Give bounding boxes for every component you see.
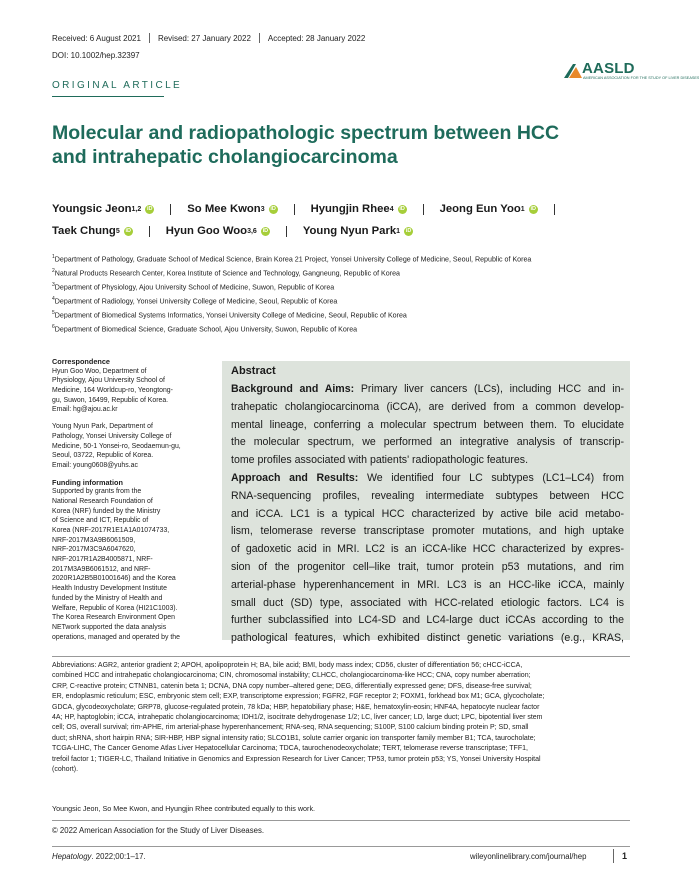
author-affil: 3,6 (247, 227, 257, 235)
affiliation (52, 292, 642, 306)
abstract-line: arterial-phase hyperenhancement in MRI. LC3 is an HCC-like iCCA, mainly (231, 578, 624, 591)
logo-wordmark: AASLD (582, 60, 635, 77)
orcid-icon[interactable]: iD (262, 227, 269, 234)
abbreviation-line: Abbreviations: AGR2, anterior gradient 2; APOH, apolipoprotein H; BA, bile acid; BMI, body mass index; CD56, cluster of differentiation 56; cHCC-iCCA, (52, 662, 523, 669)
abbreviations-rule (52, 656, 630, 657)
affiliation-text: Department of Biomedical Science, Graduate School, Ajou University, Suwon, Republic of Korea (54, 325, 358, 334)
funding-line: Supported by grants from the (52, 488, 142, 496)
abstract-heading: Abstract (231, 365, 276, 377)
affiliation (52, 306, 642, 320)
abstract-line: the molecular spectrum, we performed an integrative analysis of transcrip- (231, 436, 624, 449)
correspondence-line: Medicine, 164 Worldcup-ro, Yeongtong- (52, 387, 173, 395)
logo-tagline: AMERICAN ASSOCIATION FOR THE STUDY OF LIVER DISEASES (583, 76, 699, 80)
journal-issue: . 2022;00:1–17. (91, 852, 146, 861)
funding-line: NRF-2017M3C9A6047620, (52, 546, 136, 554)
funding-line: NETwork supported the data analysis (52, 623, 167, 631)
abstract-line: RNA-sequencing profiles, revealing intermediate subtypes between HCC (231, 489, 624, 502)
author-name[interactable]: Jeong Eun Yoo (439, 203, 521, 215)
abbreviation-line: GDCA, glycodeoxycholate; GRP78, glucose-regulated protein, 78 kDa; HBP, hepatobiliary phase; H&E, hematoxylin-eosin; HNF4A, hepatocyte nuclear factor (52, 703, 540, 711)
affiliation (52, 278, 642, 292)
affiliation-number: 6 (52, 324, 55, 330)
abstract-line: small duct (SD) type, associated with HCC-related etiologic factors. LC4 is (231, 596, 624, 609)
abbreviation-line: combined HCC and intrahepatic cholangiocarcinoma; CIN, chromosomal instability; CLHCC, cholangiocarcinoma-like HCC; CNA, copy number aberration; (52, 672, 531, 680)
funding-line: 2020R1A2B5B01001646) and the Korea (52, 575, 176, 583)
received-date: Received: 6 August 2021 (52, 33, 141, 43)
author-name[interactable]: Taek Chung (52, 225, 116, 237)
background-label: Background and Aims: (231, 383, 355, 395)
correspondence-line: Physiology, Ajou University School of (52, 377, 165, 385)
funding-line: of Science and ICT, Republic of (52, 517, 149, 525)
funding-line: The Korea Research Environment Open (52, 614, 175, 622)
affiliation-text: Department of Biomedical Systems Informatics, Yonsei University College of Medicine, Seoul, Republic of Korea (54, 311, 407, 320)
abstract-line: mental lineage, conferring a molecular spectrum between them. To elucidate (231, 418, 624, 431)
accepted-date: Accepted: 28 January 2022 (267, 33, 366, 43)
revised-date: Revised: 27 January 2022 (157, 33, 251, 43)
author-divider (149, 226, 150, 237)
affiliation-text: Department of Radiology, Yonsei University College of Medicine, Seoul, Republic of Korea (54, 297, 338, 306)
copyright: © 2022 American Association for the Study of Liver Diseases. (52, 826, 265, 835)
author-line (52, 198, 652, 220)
abstract-text: We identified four LC subtypes (LC1–LC4) from (358, 471, 624, 484)
author-divider (286, 226, 287, 237)
author-affil: 3 (260, 205, 265, 213)
abbreviation-line: 4A; HP, haptoglobin; iCCA, intrahepatic cholangiocarcinoma; IDH1/2, isocitrate dehydrogenase 1/2; LC, liver cancer; LD, large duct; LPC, bipotential liver stem (52, 713, 543, 721)
orcid-icon[interactable]: iD (270, 205, 276, 212)
funding-line: Welfare, Republic of Korea (HI21C1003). (52, 604, 178, 612)
correspondence-heading: Correspondence (52, 357, 110, 366)
journal-name: Hepatology (52, 852, 92, 861)
author-divider (554, 204, 555, 215)
aasld-logo-icon (562, 62, 584, 80)
author-line (52, 220, 652, 242)
abstract-line (231, 381, 624, 399)
article-type-rule (52, 96, 164, 97)
author-divider (294, 204, 295, 215)
correspondence-line: Hyun Goo Woo, Department of (52, 367, 147, 375)
author-name[interactable]: Young Nyun Park (302, 225, 397, 237)
approach-label: Approach and Results: (231, 471, 359, 484)
journal-website[interactable]: wileyonlinelibrary.com/journal/hep (470, 852, 587, 861)
funding-line: 2017M3A9B6061512, and NRF- (52, 565, 151, 573)
title-line: and intrahepatic cholangiocarcinoma (52, 146, 398, 168)
affiliation-number: 1 (52, 254, 55, 260)
affiliation (52, 264, 642, 278)
author-name[interactable]: So Mee Kwon (187, 203, 261, 215)
correspondence-email[interactable]: Email: young0608@yuhs.ac (52, 461, 138, 469)
author-name[interactable]: Hyun Goo Woo (165, 225, 248, 237)
funding-line: National Research Foundation of (52, 497, 153, 505)
orcid-icon[interactable]: iD (530, 205, 536, 212)
author-affil: 1 (520, 205, 525, 213)
footer-divider (613, 849, 614, 863)
footer-rule (52, 846, 630, 847)
abstract-box (222, 361, 630, 645)
abbreviation-line: ER, endoplasmic reticulum; ESC, embryonic stem cell; EXP, transcriptome expression; FGFR2, FGF receptor 2; FOXM1, forkhead box M1; GCA, glycocholate; (52, 693, 545, 701)
funding-line: NRF-2017M3A9B6061509, (52, 536, 136, 544)
abbreviation-line: duct; shRNA, short hairpin RNA; SIR-HBP, HBP signal intensity ratio; SLCO1B1, solute carrier organic ion transporter family member B1; TCA, taurocholate; (52, 734, 536, 742)
affiliation (52, 250, 642, 264)
correspondence-line: Medicine, 50-1 Yonsei-ro, Seodaemun-gu, (52, 442, 181, 450)
abstract-line: pathological features, which exhibited distinct genetic variations (e.g., KRAS, (231, 632, 624, 645)
funding-line: NRF-2017R1A2B4005871, NRF- (52, 556, 153, 564)
author-affil: 5 (115, 227, 120, 235)
funding-line: Health Industry Development Institute (52, 585, 167, 593)
title-line: Molecular and radiopathologic spectrum between HCC (52, 122, 560, 144)
abstract-line: of gadoxetic acid in MRI. LC2 is an iCCA-like HCC characterized by expres- (231, 543, 624, 556)
abbreviation-line: TCGA-LIHC, The Cancer Genome Atlas Liver Hepatocellular Carcinoma; TDCA, taurochenodeoxycholate; TERT, telomerase reverse transcriptase; TFF1, (52, 745, 528, 753)
article-title (52, 121, 632, 169)
article-type: ORIGINAL ARTICLE (52, 80, 183, 91)
author-divider (423, 204, 424, 215)
page-number: 1 (622, 851, 628, 861)
affiliation (52, 320, 642, 334)
abbreviations (52, 661, 630, 775)
funding-line: Korea (NRF-2017R1E1A1A01074733, (52, 527, 170, 535)
correspondence-line: Young Nyun Park, Department of (52, 423, 153, 431)
abstract-line: tome profiles associated with patients' radiopathologic features. (231, 454, 529, 467)
journal-citation (52, 852, 146, 861)
abbreviation-line: cell; OS, overall survival; rim-APHE, rim arterial-phase hyperenhancement; RNA-seq, RNA sequencing; S100P, S100 calcium binding protein P; SD, small (52, 724, 529, 732)
copyright-rule (52, 820, 630, 821)
author-affil: 1 (396, 227, 401, 235)
funding-heading: Funding information (52, 477, 123, 487)
abbreviation-line: CRP, C-reactive protein; CTNNB1, catenin beta 1; DCNA, DNA copy number–altered gene; DEG, differentially expressed gene; DFS, disease-free survival; (52, 682, 532, 690)
funding-line: funded by the Ministry of Health and (52, 594, 163, 602)
orcid-icon[interactable]: iD (147, 205, 153, 212)
author-name[interactable]: Youngsic Jeon (52, 203, 132, 215)
author-affil: 1,2 (131, 205, 142, 213)
abstract-text: Primary liver cancers (LCs), including HCC and in- (354, 383, 624, 395)
affiliation-number: 3 (52, 282, 55, 288)
affiliation-number: 5 (52, 310, 55, 316)
abstract-line: further subclassified into LC4-SD and LC4-large duct iCCAs according to the (231, 614, 624, 627)
doi[interactable]: DOI: 10.1002/hep.32397 (52, 51, 140, 60)
abstract-line: sion of the progenitor cell–like trait, tumor protein p53 mutations, and rim (231, 560, 624, 573)
orcid-icon[interactable]: iD (125, 227, 131, 234)
correspondence-line: Pathology, Yonsei University College of (52, 432, 172, 440)
abbreviation-line: trefoil factor 1; TIGER-LC, Thailand Initiative in Genomics and Expression Research for Liver Cancer; TP53, tumor protein p53; YS, Yonsei University Hospital (52, 755, 541, 763)
correspondence-email[interactable]: Email: hg@ajou.ac.kr (52, 406, 118, 414)
abstract-line: lism, telomerase reverse transcriptase promoter mutations, and high uptake (231, 525, 624, 538)
date-divider (259, 33, 260, 43)
abstract-line: and iCCA. LC1 is a typical HCC characterized by active bile acid metabo- (231, 507, 624, 520)
funding-line: operations, managed and operated by the (52, 633, 180, 641)
affiliation-text: Natural Products Research Center, Korea Institute of Science and Technology, Gangneung, Republic of Korea (54, 269, 400, 278)
abstract-line (231, 470, 624, 488)
orcid-icon[interactable]: iD (399, 205, 405, 212)
funding-line: Korea (NRF) funded by the Ministry (52, 507, 161, 515)
orcid-icon[interactable]: iD (405, 227, 412, 234)
article-dates (52, 33, 365, 43)
affiliation-text: Department of Pathology, Graduate School of Medical Science, Brain Korea 21 Project, Yonsei University College of Medicine, Seoul, Republic of Korea (54, 255, 532, 264)
affiliation-number: 2 (52, 268, 55, 274)
correspondence-line: Seoul, 03722, Republic of Korea. (52, 452, 154, 460)
author-list (52, 198, 652, 242)
affiliation-number: 4 (52, 296, 55, 302)
author-divider (170, 204, 171, 215)
correspondence-line: gu, Suwon, 16499, Republic of Korea. (52, 396, 169, 404)
sidebar-notes (52, 357, 217, 642)
affiliation-text: Department of Physiology, Ajou University School of Medicine, Suwon, Republic of Korea (54, 283, 335, 292)
affiliation-list (52, 250, 642, 334)
abstract-line: trahepatic cholangiocarcinoma (iCCA), are derived from a common develop- (231, 400, 624, 413)
author-name[interactable]: Hyungjin Rhee (310, 203, 390, 215)
author-affil: 4 (389, 205, 394, 213)
abbreviation-line: (cohort). (52, 765, 79, 773)
contribution-note: Youngsic Jeon, So Mee Kwon, and Hyungjin Rhee contributed equally to this work. (52, 804, 316, 813)
aasld-logo (562, 60, 699, 86)
date-divider (149, 33, 150, 43)
abstract-body (231, 381, 624, 648)
